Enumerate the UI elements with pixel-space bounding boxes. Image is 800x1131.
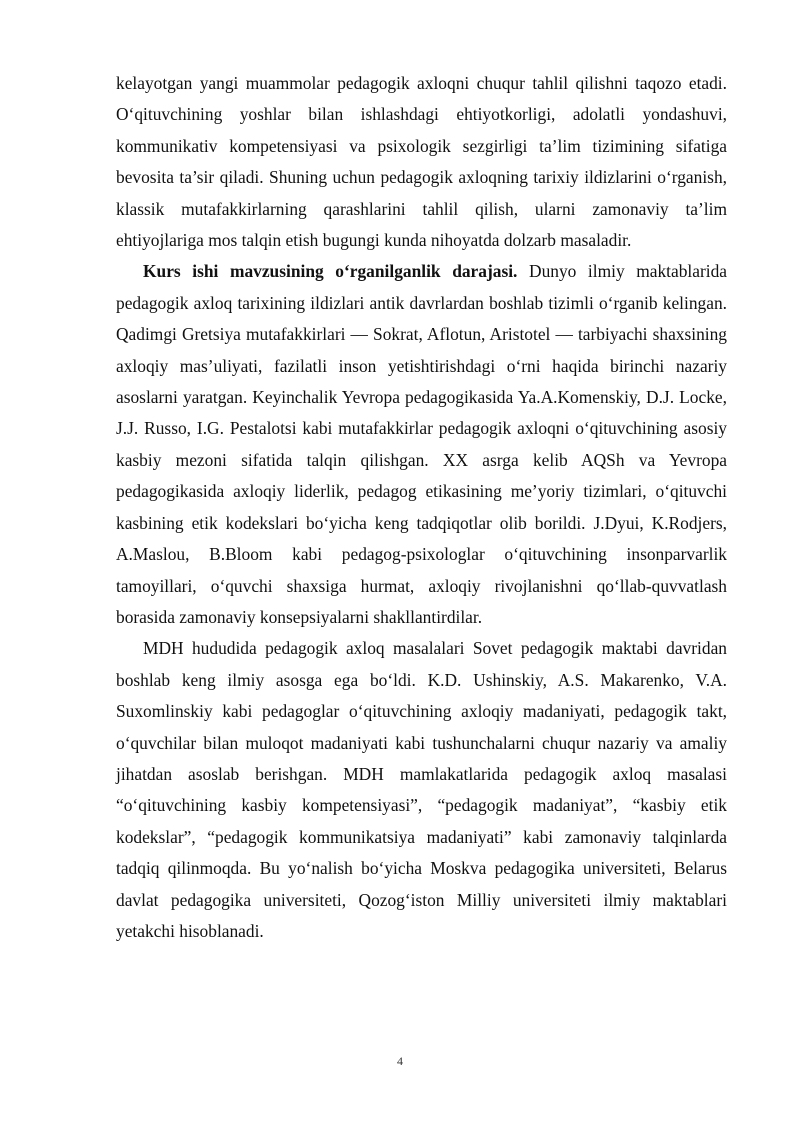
page-number: 4 (397, 1054, 403, 1068)
paragraph-1-text: kelayotgan yangi muammolar pedagogik axloqni chuqur tahlil qilishni taqozo etadi. O‘qituvchining yoshlar bilan ishlashdagi ehtiyotkorligi, adolatli yondashuvi, kommunikativ kompetensiyasi va psixologik sezgirligi ta’lim tizimining sifatiga bevosita ta’sir qiladi. Shuning uchun pedagogik axloqning tarixiy ildizlarini o‘rganish, klassik mutafakkirlarning qarashlarini tahlil qilish, ularni zamonaviy ta’lim ehtiyojlariga mos talqin etish bugungi kunda nihoyatda dolzarb masaladir. (116, 73, 727, 251)
paragraph-2 (116, 256, 727, 633)
paragraph-2-text: Dunyo ilmiy maktablarida pedagogik axloq tarixining ildizlari antik davrlardan boshlab tizimli o‘rganib kelingan. Qadimgi Gretsiya mutafakkirlari — Sokrat, Aflotun, Aristotel — tarbiyachi shaxsining axloqiy mas’uliyati, fazilatli inson yetishtirishdagi o‘rni haqida birinchi nazariy asoslarni yaratgan. Keyinchalik Yevropa pedagogikasida Ya.A.Komenskiy, D.J. Locke, J.J. Russo, I.G. Pestalotsi kabi mutafakkirlar pedagogik axloqni o‘qituvchining asosiy kasbiy mezoni sifatida talqin qilishgan. XX asrga kelib AQSh va Yevropa pedagogikasida axloqiy liderlik, pedagog etikasining me’yoriy tizimlari, o‘qituvchi kasbining etik kodekslari bo‘yicha keng tadqiqotlar olib borildi. J.Dyui, K.Rodjers, A.Maslou, B.Bloom kabi pedagog-psixologlar o‘qituvchining insonparvarlik tamoyillari, o‘quvchi shaxsiga hurmat, axloqiy rivojlanishni qo‘llab-quvvatlash borasida zamonaviy konsepsiyalarni shakllantirdilar. (116, 261, 728, 627)
document-page (116, 68, 727, 947)
paragraph-3 (116, 633, 727, 947)
paragraph-2-heading: Kurs ishi mavzusining o‘rganilganlik darajasi. (143, 261, 518, 282)
paragraph-3-text: MDH hududida pedagogik axloq masalalari Sovet pedagogik maktabi davridan boshlab keng ilmiy asosga ega bo‘ldi. K.D. Ushinskiy, A.S. Makarenko, V.A. Suxomlinskiy kabi pedagoglar o‘qituvchining axloqiy madaniyati, pedagogik takt, o‘quvchilar bilan muloqot madaniyati kabi tushunchalarni chuqur nazariy va amaliy jihatdan asoslab berishgan. MDH mamlakatlarida pedagogik axloq masalasi “o‘qituvchining kasbiy kompetensiyasi”, “pedagogik madaniyat”, “kasbiy etik kodekslar”, “pedagogik kommunikatsiya madaniyati” kabi zamonaviy talqinlarda tadqiq qilinmoqda. Bu yo‘nalish bo‘yicha Moskva pedagogika universiteti, Belarus davlat pedagogika universiteti, Qozog‘iston Milliy universiteti ilmiy maktablari yetakchi hisoblanadi. (116, 638, 727, 941)
paragraph-1 (116, 68, 727, 256)
